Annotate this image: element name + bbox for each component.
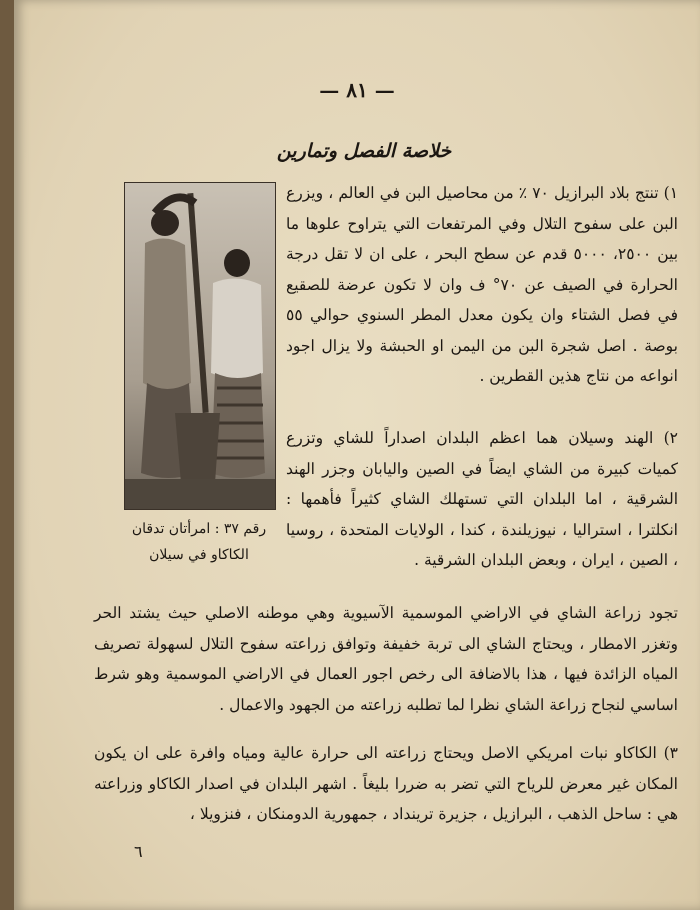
paragraph-tea-growing: تجود زراعة الشاي في الاراضي الموسمية الآسيوية وهي موطنه الاصلي حيث يشتد الحر وتغزر الامطار ، ويحتاج الشاي الى تربة خفيفة وتوافق زراعته سفوح التلال لسهولة تصريف المياه الزائدة فيها ، هذا بالاضافة الى رخص اجور العمال في الاراضي الموسمية وهو شرط اساسي لنجاح زراعة الشاي نظرا لما تطلبه زراعته من الجهود والاعمال .: [94, 604, 678, 714]
figure-caption: [114, 516, 284, 568]
signature-mark: ٦: [134, 842, 143, 861]
book-page: [14, 0, 700, 910]
page-number: — ٨١ —: [319, 78, 395, 102]
figure-caption-line: الكاكاو في سيلان: [149, 547, 249, 563]
section-heading: خلاصة الفصل وتمارين: [276, 140, 452, 162]
paragraph-tea-producers: ٢) الهند وسيلان هما اعظم البلدان اصداراً للشاي وتزرع كميات كبيرة من الشاي ايضاً في الصين واليابان وجزر الهند الشرقية ، اما البلدان التي تستهلك الشاي كثيراً فأهمها : انكلترا ، استراليا ، نيوزيلندة ، كندا ، الولايات المتحدة ، روسيا ، الصين ، ايران ، وبعض البلدان الشرقية .: [286, 429, 678, 569]
paragraph-coffee: ١) تنتج بلاد البرازيل ٧٠ ٪ من محاصيل البن في العالم ، ويزرع البن على سفوح التلال وفي المرتفعات التي يتراوح علوها ما بين ٢٥٠٠، ٥٠٠٠ قدم عن سطح البحر ، على ان لا تقل درجة الحرارة في الصيف عن ٧٠° ف وان لا تكون عرضة للصقيع في فصل الشتاء وان يكون معدل المطر السنوي حوالي ٥٥ بوصة . اصل شجرة البن من اليمن او الحبشة ولا يزال اجود انواعه من نتاج هذين القطرين .: [286, 184, 679, 385]
figure-photo: [124, 182, 276, 510]
two-women-pounding-cocoa-illustration: [125, 183, 275, 509]
paragraph-cocoa: ٣) الكاكاو نبات امريكي الاصل ويحتاج زراعته الى حرارة عالية ومياه وافرة على ان يكون المكان غير معرض للرياح التي تضر به ضررا بليغاً . اشهر البلدان في اصدار الكاكاو وزراعته هي : ساحل الذهب ، البرازيل ، جزيرة ترينداد ، جمهورية الدومنكان ، فنزويلا ،: [94, 744, 678, 823]
figure-caption-line: رقم ٣٧ : امرأتان تدقان: [131, 521, 267, 537]
